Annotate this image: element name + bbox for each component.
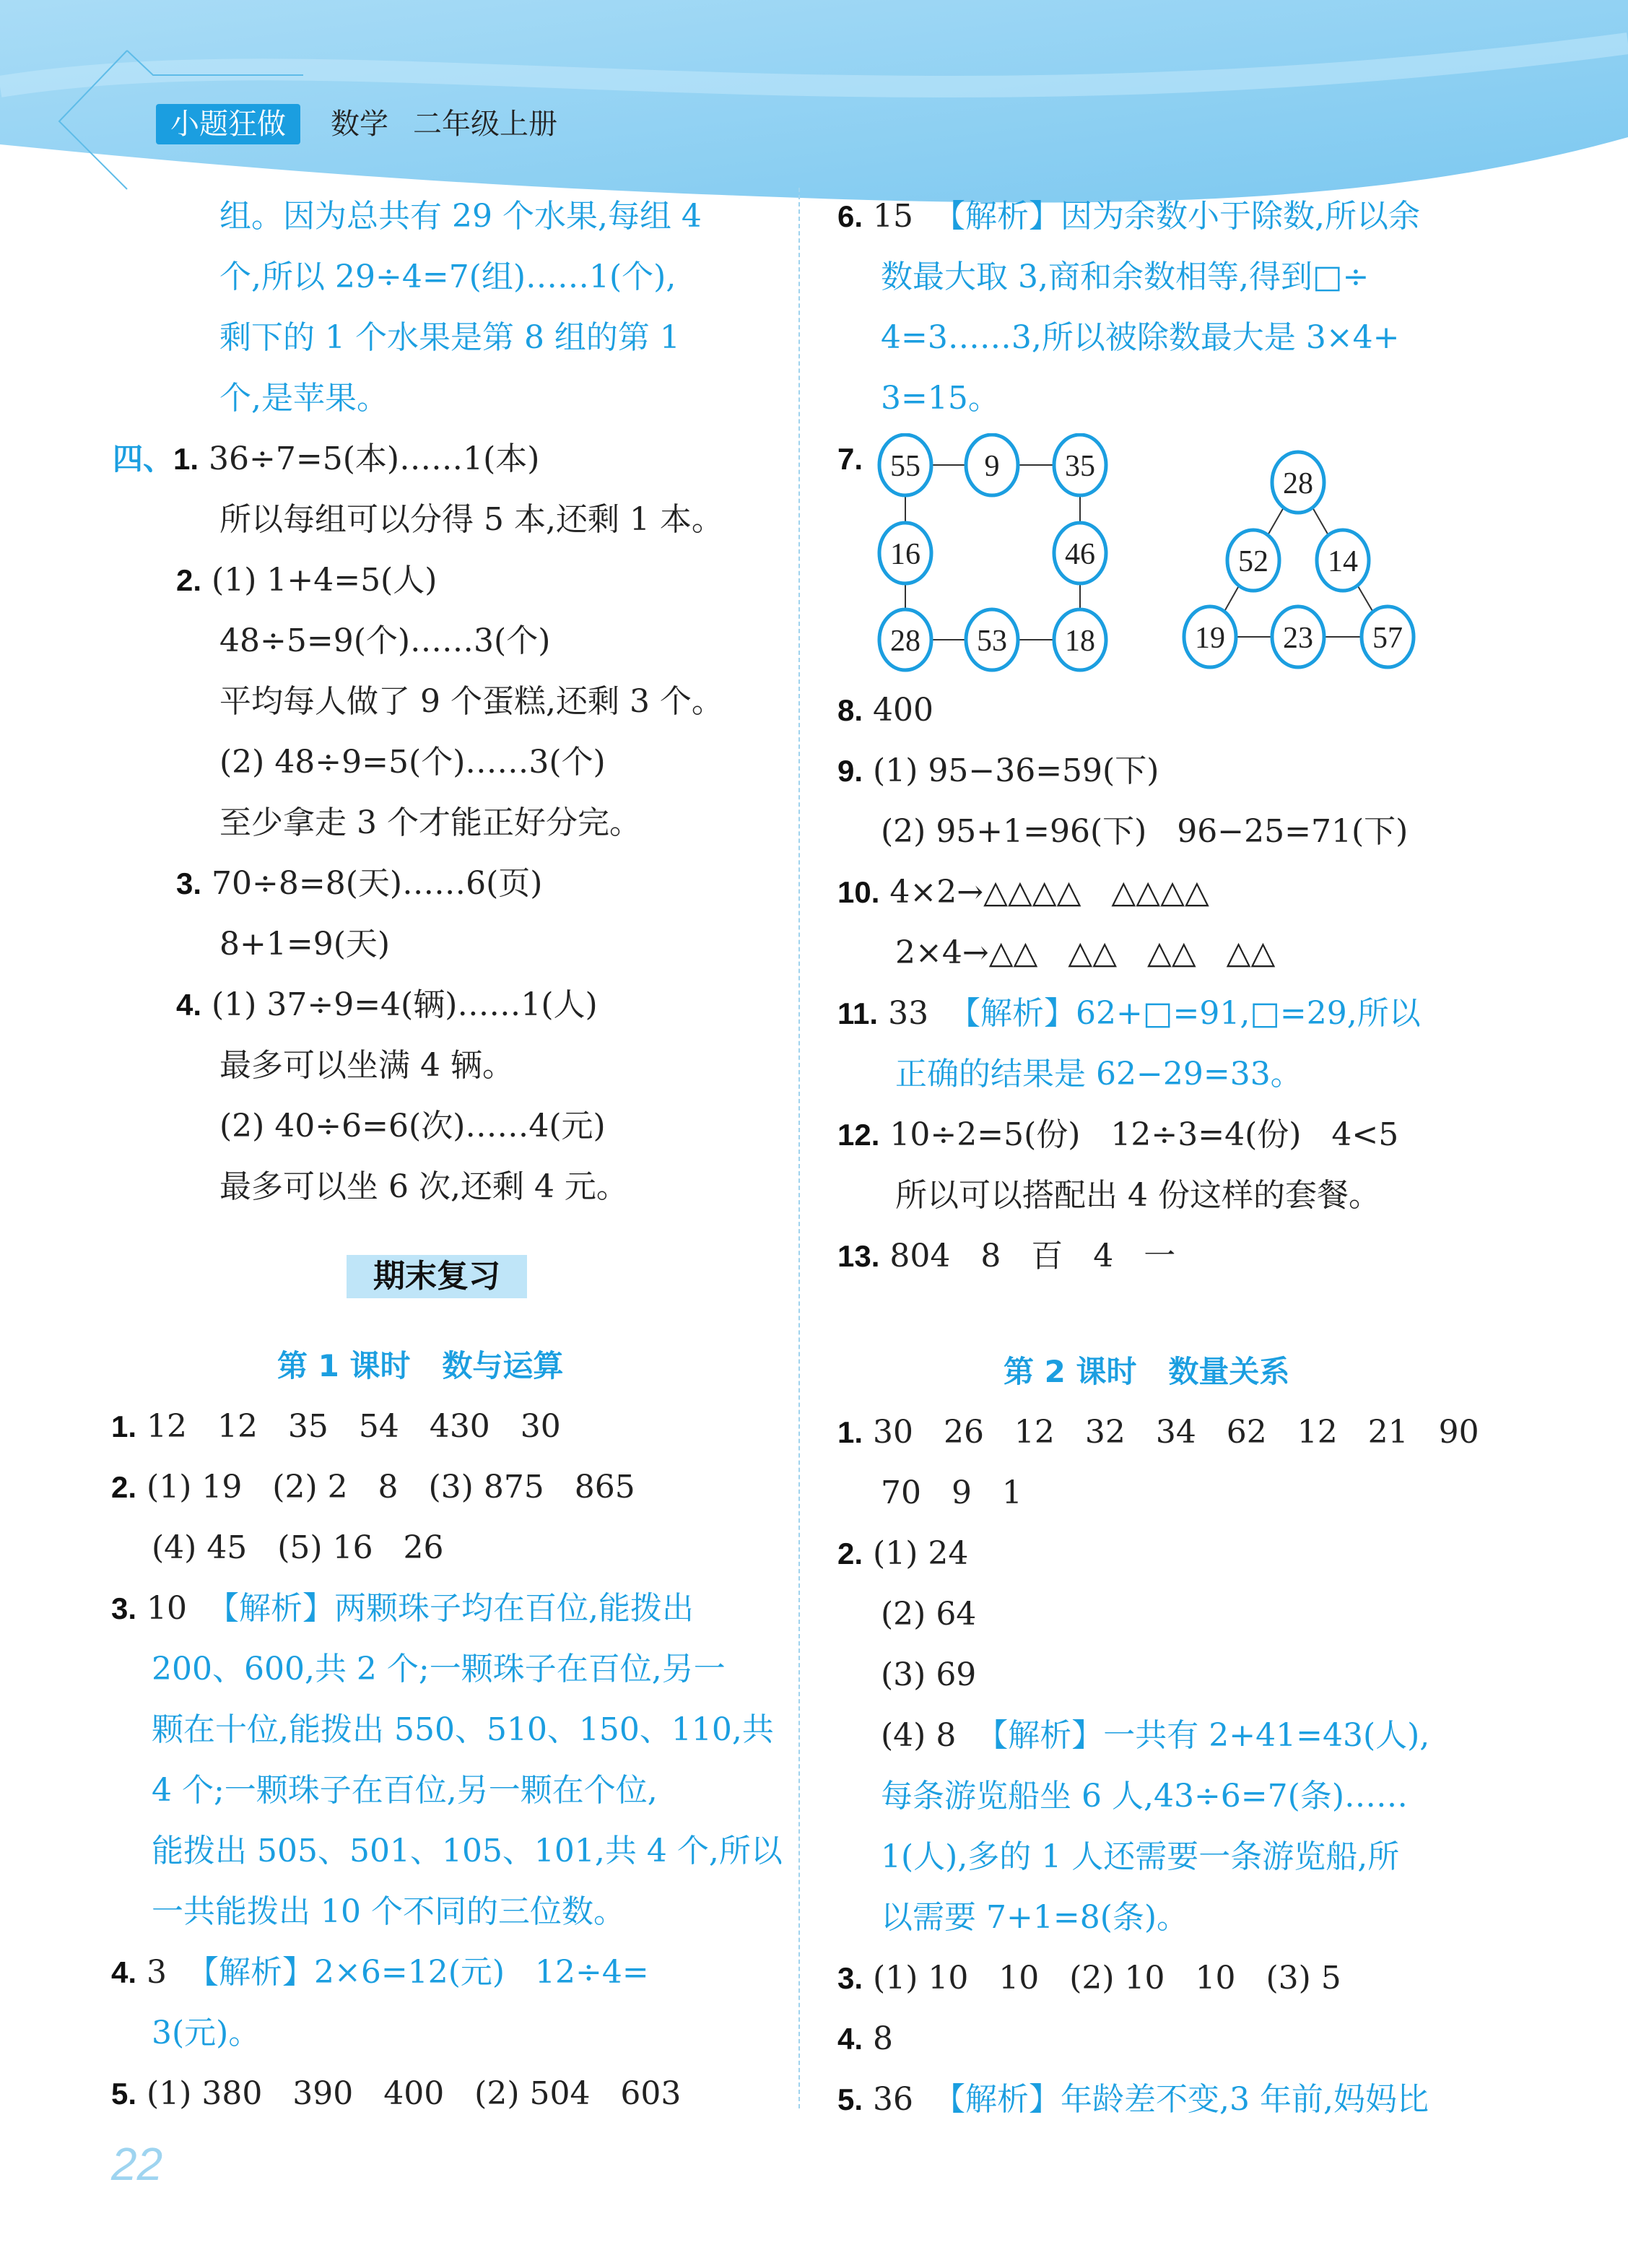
- grade: 二年级上册: [413, 108, 557, 141]
- question-label: [111, 1591, 136, 1625]
- number-circle: [966, 435, 1018, 495]
- answer-text: (1) 10 10 (2) 10 10 (3) 5: [873, 1960, 1341, 1997]
- section-marker: 四、: [113, 441, 174, 477]
- number-circle: [1362, 607, 1414, 667]
- circle-number: 46: [1065, 538, 1095, 571]
- answer-line: [837, 1766, 1502, 1827]
- number-ring-diagram: [866, 433, 1444, 679]
- explanation-text: 【解析】因为余数小于除数,所以余: [933, 198, 1420, 235]
- answer-text: 最多可以坐满 4 辆。: [219, 1047, 514, 1084]
- question-number: 1.: [111, 1409, 137, 1443]
- circle-number: 57: [1372, 622, 1403, 655]
- answer-line: [837, 1463, 1502, 1524]
- question-number: 6.: [837, 199, 863, 233]
- answer-line: [111, 1882, 775, 1942]
- answer-line: [113, 186, 777, 247]
- circle-number: 16: [890, 538, 920, 571]
- answer-line: [837, 1887, 1502, 1948]
- q7-block: [837, 429, 863, 490]
- explanation-text: 剩下的 1 个水果是第 8 组的第 1: [219, 319, 680, 356]
- lesson1-title: 第 1 课时 数与运算: [277, 1348, 564, 1383]
- answer-text: 所以每组可以分得 5 本,还剩 1 本。: [219, 501, 723, 538]
- question-number: 3.: [111, 1591, 137, 1625]
- answer-text: 48÷5=9(个)……3(个): [219, 622, 551, 659]
- circle-number: 14: [1328, 545, 1358, 578]
- answer-line: [113, 308, 777, 368]
- answer-line: [837, 923, 1502, 983]
- number-circle: [1227, 530, 1279, 591]
- answer-text: 最多可以坐 6 次,还剩 4 元。: [219, 1168, 628, 1205]
- answer-line: [837, 247, 1502, 308]
- answer-text: (1) 380 390 400 (2) 504 603: [147, 2075, 682, 2112]
- answer-text: (4) 45 (5) 16 26: [152, 1529, 444, 1566]
- answer-line: [111, 1457, 775, 1518]
- answer-text: (1) 95−36=59(下): [873, 752, 1159, 789]
- answer-text: (2) 48÷9=5(个)……3(个): [219, 744, 606, 781]
- answer-line: [837, 862, 1502, 923]
- answer-line: [837, 308, 1502, 368]
- explanation-text: 3=15。: [881, 380, 1000, 417]
- question-label: [837, 754, 863, 788]
- explanation-text: 4=3……3,所以被除数最大是 3×4+: [881, 319, 1400, 356]
- circle-number: 18: [1065, 625, 1095, 658]
- lesson2-title: 第 2 课时 数量关系: [1004, 1354, 1290, 1389]
- right-answers-block-2: [837, 680, 1502, 1287]
- answer-text: (1) 1+4=5(人): [212, 562, 438, 599]
- answer-line: [111, 2064, 775, 2124]
- number-circle: [879, 609, 931, 670]
- number-circle: [966, 609, 1018, 670]
- answer-line: [111, 1821, 783, 1882]
- answer-line: [113, 853, 777, 914]
- book-title: [331, 104, 582, 144]
- answer-text: 15: [873, 198, 933, 235]
- explanation-text: 200、600,共 2 个;一颗珠子在百位,另一: [152, 1651, 726, 1687]
- answer-line: [113, 550, 777, 611]
- answer-line: [113, 1096, 777, 1157]
- answer-line: [111, 1639, 775, 1700]
- question-number: 5.: [837, 2082, 863, 2116]
- answer-line: [111, 1942, 775, 2003]
- answer-text: 30 26 12 32 34 62 12 21 90: [873, 1414, 1479, 1451]
- answer-line: [111, 1578, 775, 1639]
- question-label: [111, 2077, 136, 2111]
- answer-text: 10÷2=5(份) 12÷3=4(份) 4<5: [889, 1116, 1399, 1153]
- question-number: 3.: [837, 1961, 863, 1995]
- answer-line: [837, 1226, 1502, 1287]
- answer-text: (4) 8: [881, 1717, 977, 1754]
- answer-text: 平均每人做了 9 个蛋糕,还剩 3 个。: [219, 683, 723, 720]
- lesson2-answers: [837, 1402, 1502, 2130]
- number-circle: [1317, 530, 1369, 591]
- question-number: 12.: [837, 1118, 880, 1152]
- question-label: [111, 1409, 136, 1443]
- question-label: [176, 563, 201, 597]
- answer-line: [837, 1165, 1502, 1226]
- answer-line: [113, 368, 777, 429]
- question-number: 2.: [111, 1470, 137, 1504]
- explanation-text: 个,所以 29÷4=7(组)……1(个),: [219, 258, 676, 295]
- circle-number: 52: [1238, 545, 1268, 578]
- answer-line: [111, 2003, 775, 2064]
- circle-number: 23: [1283, 622, 1313, 655]
- answer-line: [837, 1524, 1502, 1584]
- explanation-text: 4 个;一颗珠子在百位,另一颗在个位,: [152, 1772, 658, 1809]
- answer-line: [837, 983, 1502, 1044]
- answer-text: (1) 19 (2) 2 8 (3) 875 865: [147, 1469, 635, 1506]
- answer-line: [113, 975, 777, 1035]
- answer-text: 4×2→△△△△ △△△△: [889, 874, 1209, 911]
- explanation-text: 【解析】一共有 2+41=43(人),: [976, 1717, 1430, 1754]
- answer-text: 400: [873, 692, 934, 729]
- answer-line: [111, 1396, 775, 1457]
- answer-text: 36÷7=5(本)……1(本): [209, 440, 540, 477]
- explanation-text: 正确的结果是 62−29=33。: [895, 1056, 1302, 1092]
- subject: 数学: [331, 108, 388, 141]
- explanation-text: 【解析】2×6=12(元) 12÷4=: [187, 1954, 649, 1991]
- answer-text: 至少拿走 3 个才能正好分完。: [219, 804, 641, 841]
- circle-number: 53: [977, 625, 1007, 658]
- explanation-text: 【解析】年龄差不变,3 年前,妈妈比: [933, 2081, 1429, 2118]
- explanation-text: 组。因为总共有 29 个水果,每组 4: [219, 198, 702, 235]
- question-number: 1.: [837, 1415, 863, 1449]
- explanation-text: 一共能拨出 10 个不同的三位数。: [152, 1893, 625, 1930]
- question-label: [837, 996, 878, 1030]
- circle-number: 9: [984, 450, 1000, 483]
- answer-line: [113, 429, 777, 490]
- question-number: 8.: [837, 693, 863, 727]
- answer-line: [837, 368, 1502, 429]
- question-number: 10.: [837, 875, 880, 909]
- answer-line: [113, 490, 777, 550]
- answer-line: [113, 793, 777, 853]
- question-number: 2.: [176, 563, 202, 597]
- circle-number: 55: [890, 450, 920, 483]
- answer-line: [837, 2069, 1502, 2130]
- circle-number: 19: [1195, 622, 1225, 655]
- question-label: 7.: [837, 442, 863, 476]
- series-badge: 小题狂做: [156, 104, 300, 144]
- circle-number: 28: [890, 625, 920, 658]
- page-number: 22: [111, 2138, 163, 2190]
- question-label: [837, 2022, 863, 2056]
- answer-text: (3) 69: [881, 1656, 977, 1693]
- answer-line: [113, 914, 777, 975]
- answer-line: [113, 247, 777, 308]
- question-label: [837, 199, 863, 233]
- explanation-text: 个,是苹果。: [219, 380, 388, 417]
- question-number: 4.: [176, 988, 202, 1022]
- question-number: 5.: [111, 2077, 137, 2111]
- number-circle: [1272, 452, 1324, 513]
- explanation-text: 【解析】两颗珠子均在百位,能拨出: [207, 1590, 694, 1627]
- explanation-text: 数最大取 3,商和余数相等,得到□÷: [881, 258, 1370, 295]
- answer-text: 36: [873, 2081, 933, 2118]
- number-circle: [1054, 609, 1106, 670]
- answer-line: [837, 1105, 1502, 1165]
- question-label: [176, 866, 201, 900]
- answer-line: [113, 1157, 777, 1217]
- answer-line: [111, 1518, 775, 1578]
- question-number: 9.: [837, 754, 863, 788]
- answer-text: 33: [888, 995, 949, 1032]
- column-divider: [798, 188, 800, 2108]
- answer-text: 12 12 35 54 430 30: [147, 1408, 561, 1445]
- question-number: 3.: [176, 866, 202, 900]
- answer-line: [837, 801, 1502, 862]
- answer-text: 8+1=9(天): [219, 926, 391, 963]
- answer-line: [837, 741, 1502, 801]
- answer-line: [837, 2009, 1502, 2069]
- question-label: [837, 2082, 863, 2116]
- answer-line: [111, 1700, 775, 1760]
- answer-line: [837, 1948, 1502, 2009]
- answer-text: 2×4→△△ △△ △△ △△: [895, 934, 1276, 971]
- answer-text: 3: [147, 1954, 187, 1991]
- question-label: [111, 1470, 136, 1504]
- circle-number: 28: [1283, 467, 1313, 500]
- question-label: [837, 875, 879, 909]
- answer-text: (2) 64: [881, 1596, 977, 1633]
- explanation-text: 能拨出 505、501、105、101,共 4 个,所以: [152, 1833, 783, 1869]
- explanation-text: 3(元)。: [152, 2015, 261, 2051]
- answer-text: 70 9 1: [881, 1474, 1022, 1511]
- question-label: [837, 1961, 863, 1995]
- question-number: 1.: [173, 442, 199, 476]
- circle-number: 35: [1065, 450, 1095, 483]
- question-label: [837, 1537, 863, 1570]
- number-circle: [879, 435, 931, 495]
- answer-line: [113, 611, 777, 672]
- question-number: 11.: [837, 996, 879, 1030]
- question-label: [837, 1415, 863, 1449]
- number-circle: [1054, 523, 1106, 583]
- answer-line: [113, 672, 777, 732]
- answer-text: 804 8 百 4 一: [889, 1238, 1176, 1274]
- question-label: [111, 1955, 136, 1989]
- answer-text: (2) 95+1=96(下) 96−25=71(下): [881, 813, 1409, 850]
- question-label: [176, 988, 201, 1022]
- answer-text: 10: [147, 1590, 207, 1627]
- question-number: 4.: [111, 1955, 137, 1989]
- left-answers-block: [113, 186, 777, 1217]
- answer-line: [837, 1584, 1502, 1645]
- answer-line: [837, 1645, 1502, 1706]
- number-circle: [1184, 607, 1236, 667]
- number-circle: [1054, 435, 1106, 495]
- answer-text: (1) 24: [873, 1535, 969, 1572]
- answer-line: [837, 680, 1502, 741]
- explanation-text: 以需要 7+1=8(条)。: [881, 1899, 1189, 1936]
- answer-text: 70÷8=8(天)……6(页): [212, 865, 543, 902]
- question-label: [837, 693, 863, 727]
- number-circle: [879, 523, 931, 583]
- answer-line: [837, 1827, 1502, 1887]
- answer-line: [111, 1760, 775, 1821]
- explanation-text: 颗在十位,能拨出 550、510、150、110,共: [152, 1711, 774, 1748]
- question-label: [837, 1118, 879, 1152]
- answer-text: (1) 37÷9=4(辆)……1(人): [212, 986, 598, 1023]
- answer-line: [113, 732, 777, 793]
- explanation-text: 【解析】62+□=91,□=29,所以: [949, 995, 1421, 1032]
- lesson1-answers: [111, 1396, 783, 2124]
- number-circle: [1272, 607, 1324, 667]
- answer-text: (2) 40÷6=6(次)……4(元): [219, 1108, 606, 1144]
- question-label: [113, 442, 199, 476]
- question-number: 13.: [837, 1239, 880, 1273]
- answer-line: [837, 186, 1502, 247]
- question-label: [837, 1239, 879, 1273]
- answer-line: [837, 1706, 1502, 1766]
- explanation-text: 1(人),多的 1 人还需要一条游览船,所: [881, 1838, 1400, 1875]
- question-number: 4.: [837, 2022, 863, 2056]
- section-title-review: 期末复习: [347, 1255, 527, 1298]
- answer-text: 8: [873, 2020, 894, 2057]
- right-answers-block: [837, 186, 1502, 429]
- explanation-text: 每条游览船坐 6 人,43÷6=7(条)……: [881, 1778, 1408, 1815]
- question-number: 2.: [837, 1537, 863, 1570]
- answer-text: 所以可以搭配出 4 份这样的套餐。: [895, 1177, 1380, 1214]
- answer-line: [837, 1044, 1502, 1105]
- answer-line: [837, 1402, 1502, 1463]
- answer-line: [113, 1035, 777, 1096]
